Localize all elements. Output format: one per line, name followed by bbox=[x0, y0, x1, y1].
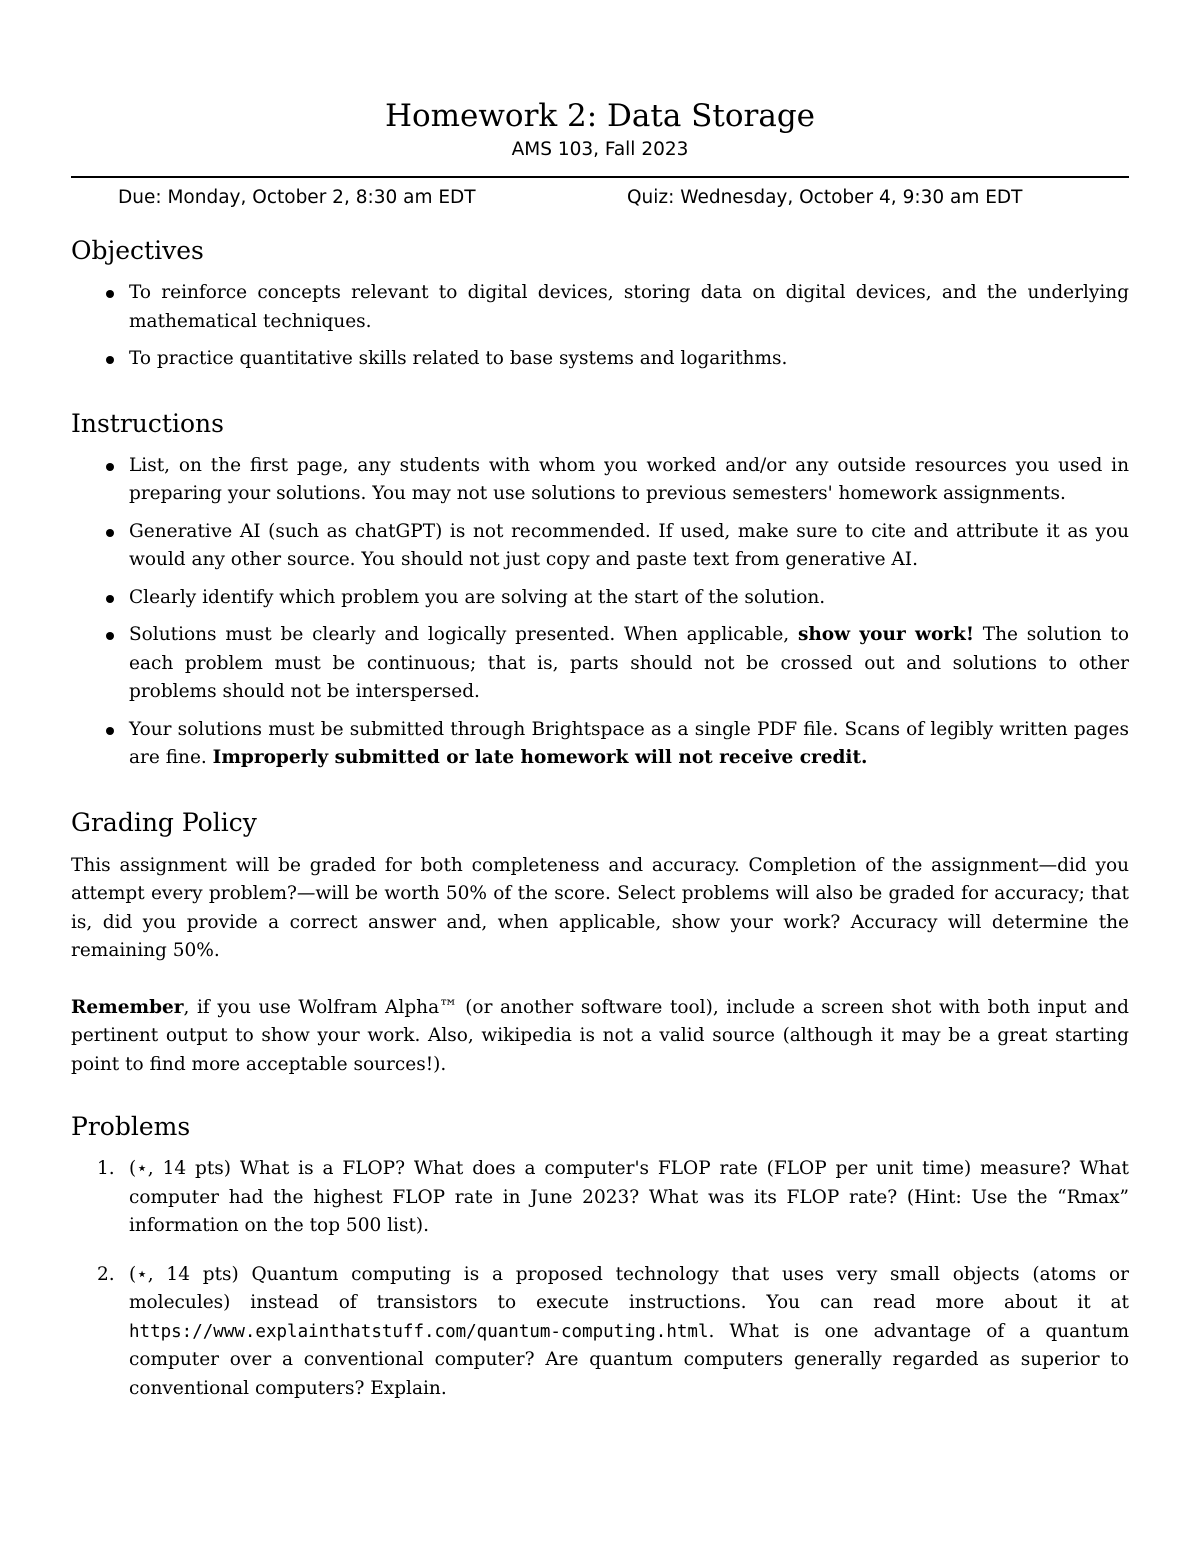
bullet-icon bbox=[106, 632, 114, 640]
quantum-computing-link[interactable]: https://www.explainthatstuff.com/quantum-computing.html bbox=[129, 1321, 709, 1342]
page-subtitle: AMS 103, Fall 2023 bbox=[511, 139, 689, 160]
grading-heading: Grading Policy bbox=[71, 807, 257, 837]
list-item: Clearly identify which problem you are solving at the start of the solution. bbox=[71, 584, 1129, 613]
bullet-icon bbox=[106, 356, 114, 364]
problems-heading: Problems bbox=[71, 1112, 191, 1141]
problem-item: 1. (⋆, 14 pts) What is a FLOP? What does a computer's FLOP rate (FLOP per unit time) measure? What computer had the highest FLOP rate in June 2023? What was its FLOP rate? (Hint: Use the “Rmax” information on the top 500 list). bbox=[71, 1155, 1129, 1241]
problem-number: 1. bbox=[97, 1158, 115, 1179]
problem-item: 2. (⋆, 14 pts) Quantum computing is a proposed technology that uses very small objects (atoms or molecules) instead of transistors to execute instructions. You can read more about it at https://www.explainthatstuff.com/quantum-computing.html. What is one advantage of a quantum computer over a conventional computer? Are quantum computers generally regarded as superior to conventional computers? Explain. bbox=[71, 1261, 1129, 1404]
list-item: Solutions must be clearly and logically presented. When applicable, show your work! The solution to each problem must be continuous; that is, parts should not be crossed out and solutions to other problems should not be interspersed. bbox=[71, 621, 1129, 707]
bullet-icon bbox=[106, 727, 114, 735]
problems-list bbox=[71, 1155, 1129, 1403]
instructions-heading: Instructions bbox=[71, 408, 224, 438]
instructions-list bbox=[71, 452, 1129, 773]
objectives-heading: Objectives bbox=[71, 236, 204, 265]
list-item: Your solutions must be submitted through Brightspace as a single PDF file. Scans of legibly written pages are fine. Improperly submitted or late homework will not receive credit. bbox=[71, 716, 1129, 773]
quiz-date: Quiz: Wednesday, October 4, 9:30 am EDT bbox=[627, 187, 1023, 208]
page-content bbox=[71, 96, 1129, 1423]
page-title: Homework 2: Data Storage bbox=[384, 98, 816, 134]
grading-paragraph: This assignment will be graded for both completeness and accuracy. Completion of the assignment—did you attempt every problem?—will be worth 50% of the score. Select problems will also be graded for accuracy; that is, did you provide a correct answer and, when applicable, show your work? Accuracy will determine the remaining 50%. bbox=[71, 854, 1129, 961]
bullet-icon bbox=[106, 529, 114, 537]
problem-number: 2. bbox=[97, 1263, 115, 1285]
objectives-list bbox=[71, 279, 1129, 374]
remember-paragraph: Remember, if you use Wolfram Alpha™ (or another software tool), include a screen shot with both input and pertinent output to show your work. Also, wikipedia is not a valid source (although it may be a great starting point to find more acceptable sources!). bbox=[71, 996, 1129, 1075]
list-item: To practice quantitative skills related to base systems and logarithms. bbox=[71, 345, 1129, 374]
list-item: Generative AI (such as chatGPT) is not recommended. If used, make sure to cite and attribute it as you would any other source. You should not just copy and paste text from generative AI. bbox=[71, 518, 1129, 575]
date-line bbox=[71, 178, 1129, 218]
remember-emphasis: Remember bbox=[71, 996, 184, 1018]
bullet-icon bbox=[106, 463, 114, 471]
bullet-icon bbox=[106, 290, 114, 298]
show-work-emphasis: show your work! bbox=[797, 624, 974, 645]
late-policy-emphasis: Improperly submitted or late homework will not receive credit. bbox=[212, 747, 868, 768]
list-item: To reinforce concepts relevant to digital devices, storing data on digital devices, and the underlying mathematical techniques. bbox=[71, 279, 1129, 336]
bullet-icon bbox=[106, 595, 114, 603]
list-item: List, on the first page, any students with whom you worked and/or any outside resources you used in preparing your solutions. You may not use solutions to previous semesters' homework assignments. bbox=[71, 452, 1129, 509]
due-date: Due: Monday, October 2, 8:30 am EDT bbox=[118, 187, 476, 208]
